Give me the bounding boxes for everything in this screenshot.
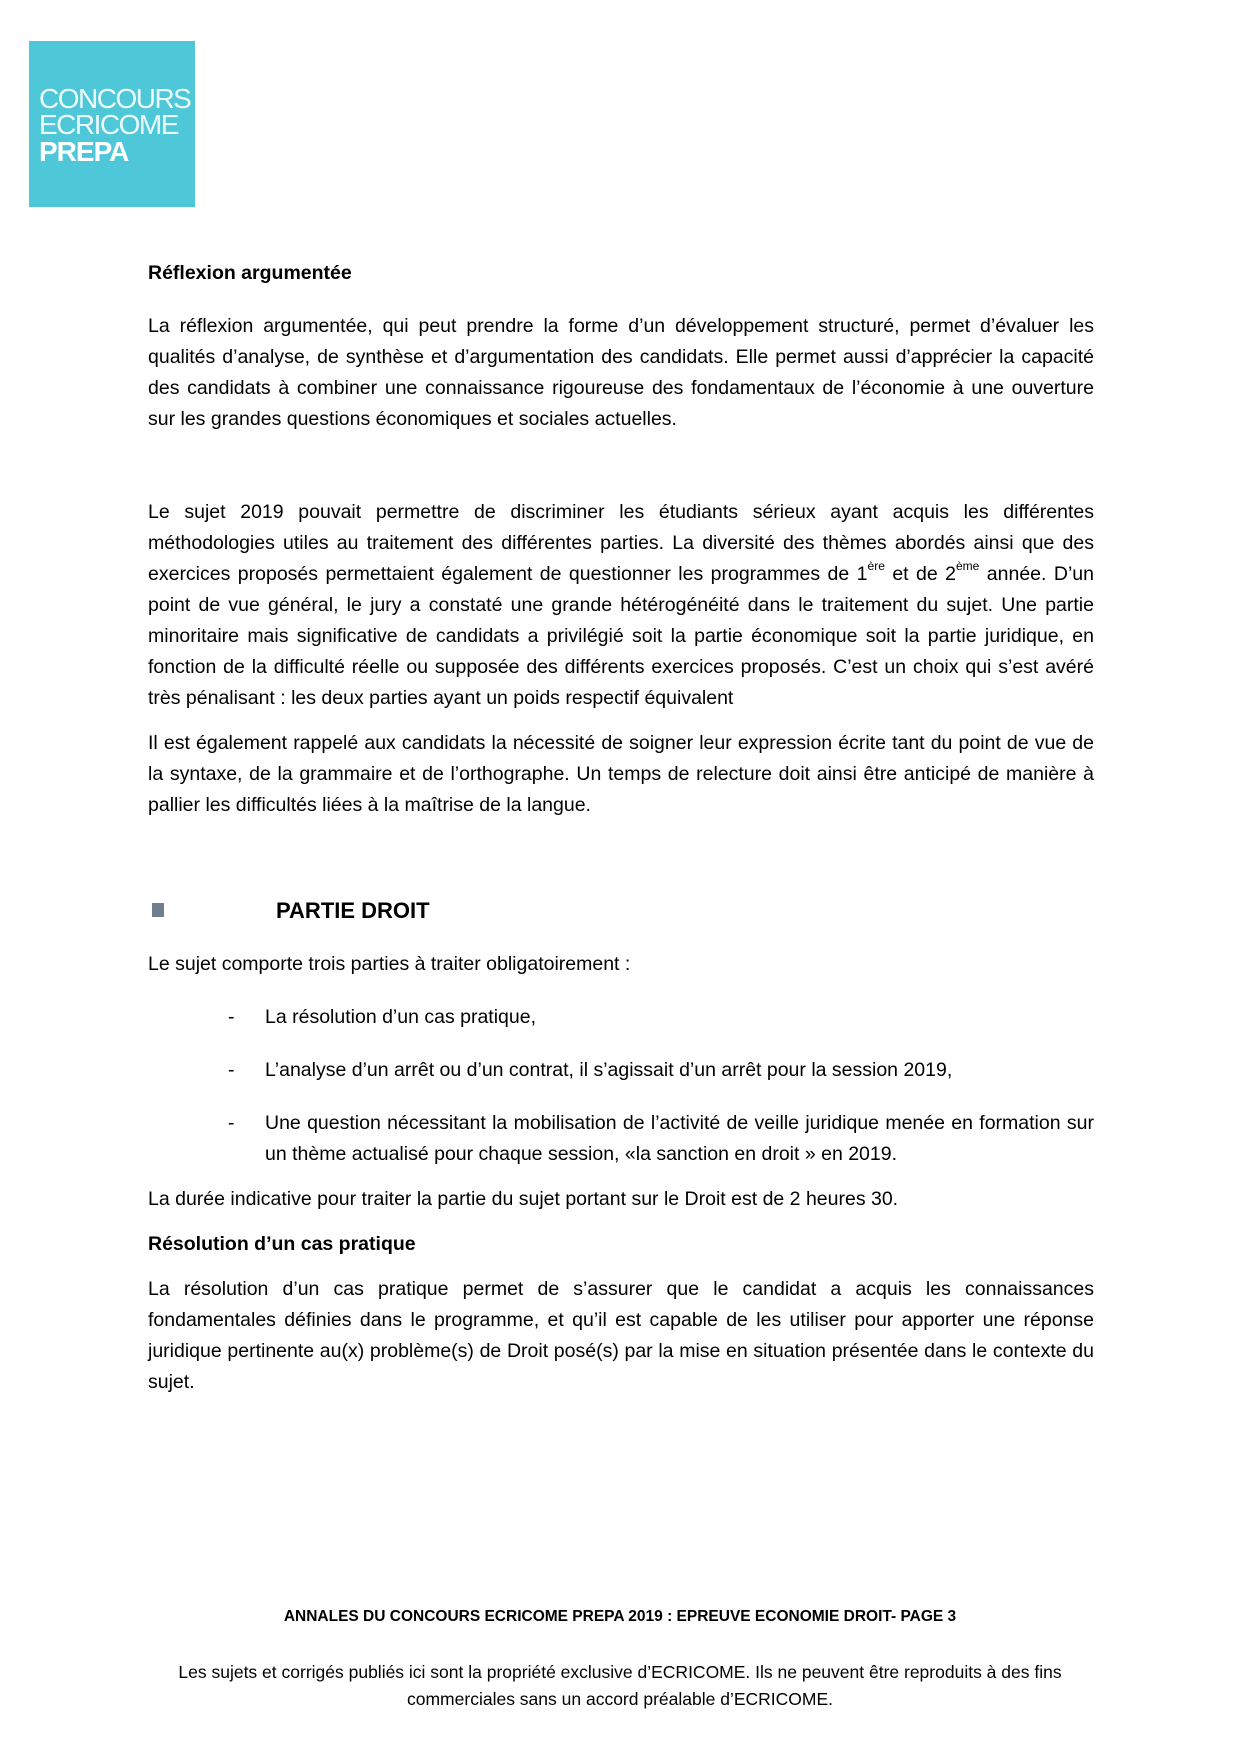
dash-bullet: - — [228, 1059, 235, 1081]
square-bullet-icon — [152, 903, 164, 917]
reflexion-paragraph: La réflexion argumentée, qui peut prendre la forme d’un développement structuré, permet d’évaluer les qualités d’analyse, de synthèse et d’argumentation des candidats. Elle permet aussi d’apprécier la capacité des candidats à combiner une connaissance rigoureuse des fondamentaux de l’économie à une ouverture sur les grandes questions économiques et sociales actuelles. — [148, 315, 1094, 430]
sujet-2019-text-part2: et de 2 — [884, 563, 956, 585]
superscript-1ere: ère — [867, 559, 885, 573]
duree-paragraph: La durée indicative pour traiter la partie du sujet portant sur le Droit est de 2 heures 30. — [148, 1188, 899, 1210]
sujet-2019-paragraph — [148, 497, 1094, 714]
ecricome-logo — [29, 41, 195, 207]
dash-bullet: - — [228, 1112, 235, 1134]
list-item — [148, 1002, 1094, 1033]
page-content — [148, 258, 1094, 1398]
logo-line-concours: CONCOURS — [39, 83, 191, 114]
logo-line-prepa: PREPA — [39, 136, 129, 167]
dash-bullet: - — [228, 1006, 235, 1028]
list-item-text: Une question nécessitant la mobilisation de l’activité de veille juridique menée en formation sur un thème actualisé pour chaque session, «la sanction en droit » en 2019. — [265, 1112, 1094, 1165]
logo-line-ecricome: ECRICOME — [39, 109, 178, 140]
cas-pratique-heading: Résolution d’un cas pratique — [148, 1233, 416, 1255]
list-item-text: L’analyse d’un arrêt ou d’un contrat, il s’agissait d’un arrêt pour la session 2019, — [265, 1059, 953, 1081]
partie-droit-intro: Le sujet comporte trois parties à traiter obligatoirement : — [148, 953, 631, 975]
section-title-text: PARTIE DROIT — [276, 898, 430, 923]
cas-pratique-paragraph: La résolution d’un cas pratique permet de s’assurer que le candidat a acquis les connaissances fondamentales définies dans le programme, et qu’il est capable de les utiliser pour apporter une réponse juridique pertinente au(x) problème(s) de Droit posé(s) par la mise en situation présentée dans le contexte du sujet. — [148, 1278, 1094, 1393]
superscript-2eme: ème — [956, 559, 980, 573]
sujet-2019-text-part3: année. D’un point de vue général, le jury a constaté une grande hétérogénéité dans le traitement du sujet. Une partie minoritaire mais significative de candidats a privilégié soit la partie économique soit la partie juridique, en fonction de la difficulté réelle ou supposée des différents exercices proposés. C’est un choix qui s’est avéré très pénalisant : les deux parties ayant un poids respectif équivalent — [148, 563, 1094, 709]
footer-title: ANNALES DU CONCOURS ECRICOME PREPA 2019 : EPREUVE ECONOMIE DROIT- PAGE 3 — [283, 1608, 957, 1625]
section-title-partie-droit — [148, 895, 1094, 927]
reflexion-heading: Réflexion argumentée — [148, 262, 352, 284]
footer-note: Les sujets et corrigés publiés ici sont la propriété exclusive d’ECRICOME. Ils ne peuvent être reproduits à des fins commerciales sans un accord préalable d’ECRICOME. — [178, 1662, 1062, 1709]
list-item — [148, 1055, 1094, 1086]
list-item — [148, 1108, 1094, 1170]
list-item-text: La résolution d’un cas pratique, — [265, 1006, 537, 1028]
partie-droit-list — [148, 1002, 1094, 1170]
sujet-2019-text-part1: Le sujet 2019 pouvait permettre de discriminer les étudiants sérieux ayant acquis les différentes méthodologies utiles au traitement des différentes parties. La diversité des thèmes abordés ainsi que des exercices proposés permettaient également de questionner les programmes de 1 — [148, 501, 1094, 585]
expression-paragraph: Il est également rappelé aux candidats la nécessité de soigner leur expression écrite tant du point de vue de la syntaxe, de la grammaire et de l’orthographe. Un temps de relecture doit ainsi être anticipé de manière à pallier les difficultés liées à la maîtrise de la langue. — [148, 732, 1094, 816]
